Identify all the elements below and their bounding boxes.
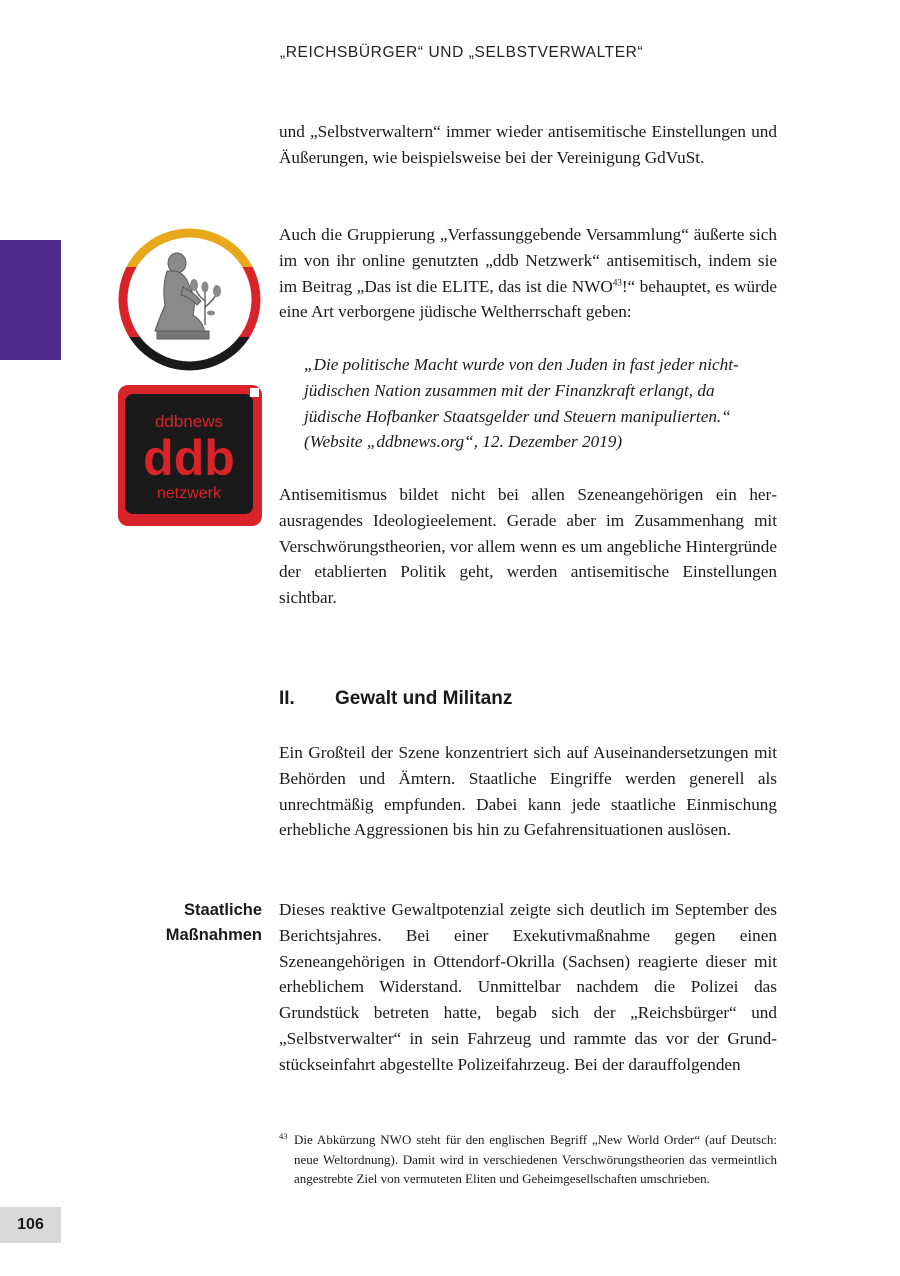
paragraph-2-text-b: !“ behauptet, es würde eine Art verborgene jüdische Weltherrschaft geben:	[279, 276, 777, 322]
section-number: II.	[279, 688, 295, 709]
quotation-text: „Die politische Macht wurde von den Juden in fast jeder nicht-jüdischen Nation zusammen mit der Finanzkraft erlangt, da jüdische Hofbanker Staatsgelder und Steuern manipulierten.“	[304, 355, 739, 426]
quotation-source: (Website „ddbnews.org“, 12. Dezember 2019)	[304, 432, 623, 452]
footnote-text: Die Abkürzung NWO steht für den englischen Begriff „New World Order“ (auf Deutsch: neue Weltordnung). Damit wird in verschiedenen Verschwörungstheorien das vermeintlich angestrebte Ziel von vermuteten Eliten und Geheimgesellschaften umschrieben.	[294, 1132, 777, 1186]
paragraph-4: Ein Großteil der Szene konzentriert sich auf Auseinandersetzungen mit Behörden und Ämtern. Staatliche Eingriffe werden generell als unrechtmäßig empfunden. Dabei kann jede staatliche Einmischung erhebliche Aggressionen bis hin zu Gefahrensituationen auslösen.	[279, 743, 777, 840]
chapter-tab	[0, 240, 61, 360]
logo-text-netzwerk: netzwerk	[156, 485, 222, 502]
seal-image	[117, 227, 262, 372]
paragraph-5: Dieses reaktive Gewaltpotenzial zeigte sich deutlich im September des Berichtsjahres. Bei einer Exekutivmaßnahme gegen einen Szeneangehörigen in Ottendorf-Okrilla (Sachsen) reagierte dieser mit erheblichem Widerstand. Unmittelbar nachdem die Polizei das Grundstück betreten hatte, begab sich der „Reichsbürger“ und „Selbstverwalter“ in sein Fahrzeug und rammte das vor der Grundstückseinfahrt abgestellte Polizeifahrzeug. Bei der darauffolgenden	[279, 900, 777, 1074]
paragraph-1: und „Selbstverwaltern“ immer wieder antisemitische Einstellungen und Äußerungen, wie beispielsweise bei der Vereinigung GdVuSt.	[279, 122, 777, 167]
margin-note-line-2: Maßnahmen	[165, 926, 262, 944]
paragraph-3: Antisemitismus bildet nicht bei allen Szeneangehörigen ein herausragendes Ideologieelement. Gerade aber im Zusammenhang mit Verschwörungstheorien, vor allem wenn es um angebliche Hintergründe der etablierten Politik geht, werden antisemitische Einstellungen sichtbar.	[279, 485, 777, 608]
footnote-reference: 43	[612, 276, 622, 287]
ddb-logo	[118, 385, 262, 526]
logo-text-ddb: ddb	[143, 430, 235, 486]
quotation	[304, 352, 774, 455]
margin-note	[122, 898, 262, 948]
page-number: 106	[0, 1207, 61, 1243]
logo-text-ddbnews: ddbnews	[154, 412, 224, 431]
section-heading	[279, 688, 512, 710]
margin-note-line-1: Staatliche	[184, 901, 262, 919]
footnote-mark: 43	[279, 1131, 288, 1141]
paragraph-2	[279, 222, 777, 325]
running-head: „REICHSBÜRGER“ UND „SELBSTVERWALTER“	[280, 44, 644, 61]
footnote	[279, 1130, 777, 1189]
section-title: Gewalt und Militanz	[335, 688, 513, 709]
paragraph-2-text-a: Auch die Gruppierung „Verfassunggebende Versammlung“ äußerte sich im von ihr online genutzten „ddb Netzwerk“ antisemitisch, indem sie im Beitrag „Das ist die ELITE, das ist die NWO	[279, 225, 777, 296]
